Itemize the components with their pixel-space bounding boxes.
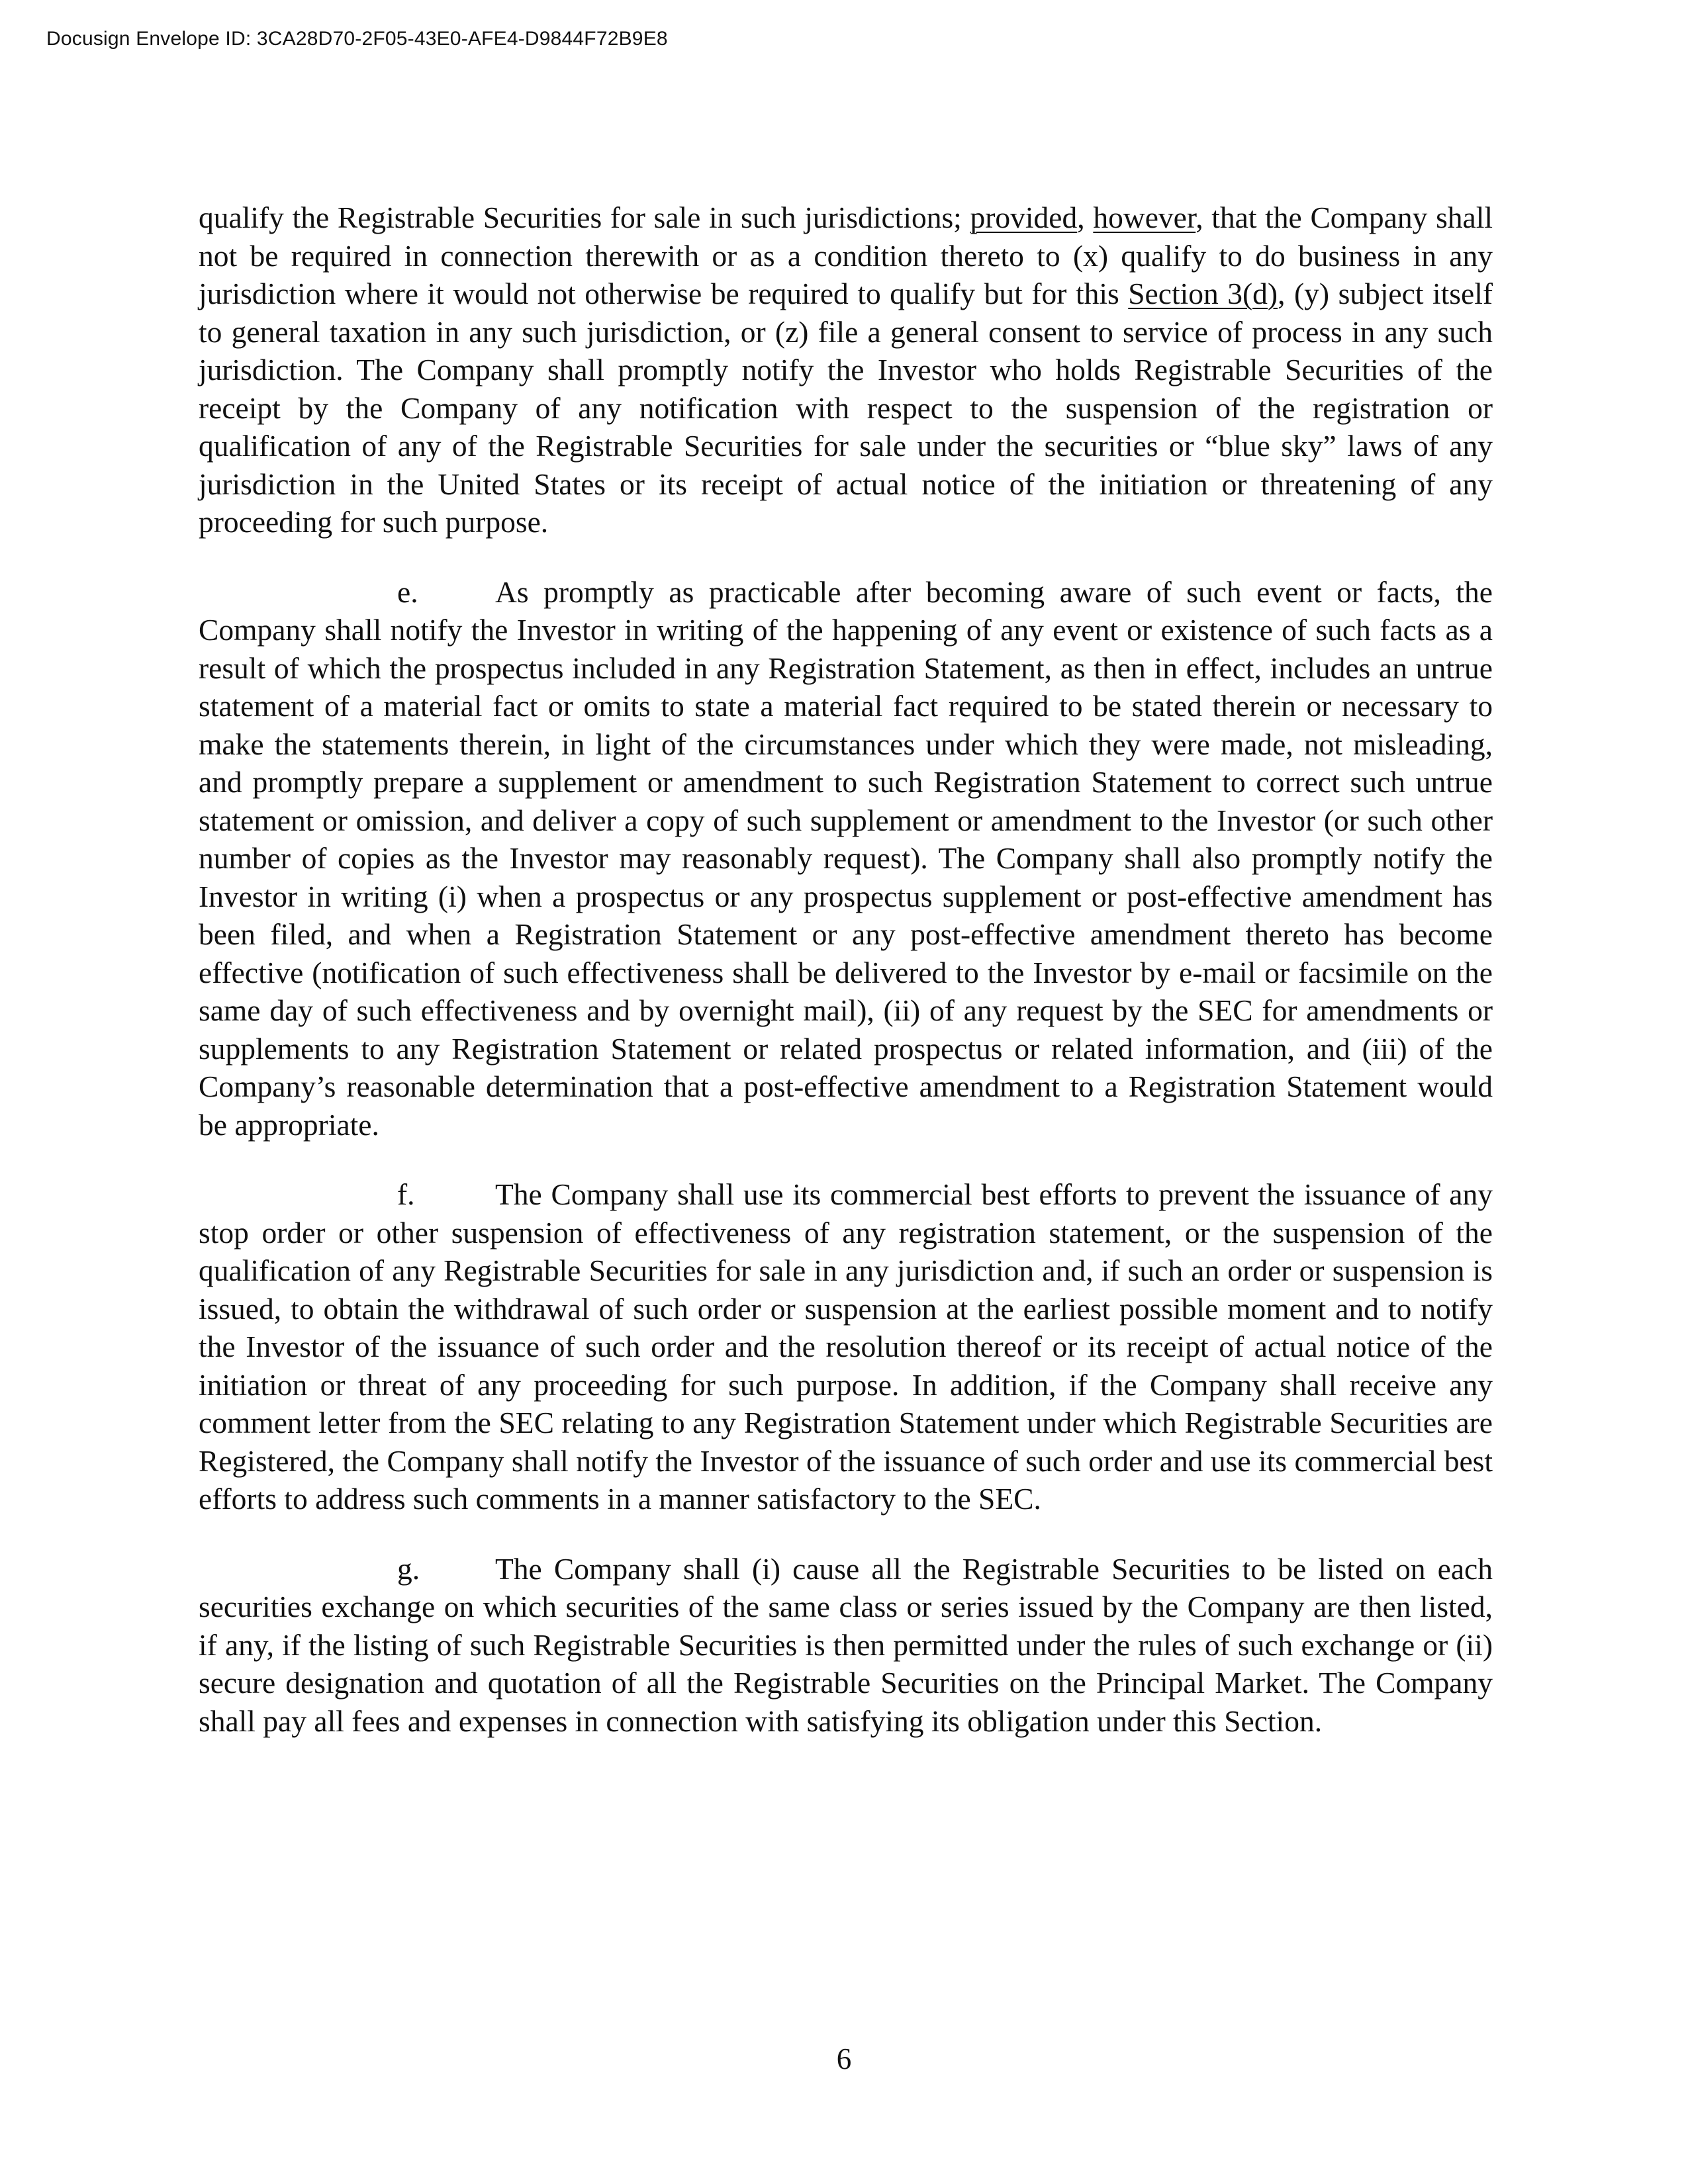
paragraph-d-continuation	[199, 199, 1493, 541]
paragraph-letter: g.	[397, 1551, 420, 1586]
provided-term: provided	[970, 201, 1078, 234]
paragraph-text: , that the Company shall not be required in connection therewith or as a condition thereto to (x) qualify to do business in any jurisdiction where it would not otherwise be required to qualify but for this	[199, 201, 1493, 310]
paragraph-e	[199, 573, 1493, 1144]
paragraph-text: The Company shall (i) cause all the Registrable Securities to be listed on each securities exchange on which securities of the same class or series issued by the Company are then listed, if any, if the listing of such Registrable Securities is then permitted under the rules of such exchange or (ii) secure designation and quotation of all the Registrable Securities on the Principal Market. The Company shall pay all fees and expenses in connection with satisfying its obligation under this Section.	[199, 1551, 1493, 1738]
paragraph-f	[199, 1175, 1493, 1518]
page-number: 6	[836, 2042, 852, 2075]
paragraph-g	[199, 1550, 1493, 1741]
document-body	[199, 199, 1493, 1740]
paragraph-text: As promptly as practicable after becoming aware of such event or facts, the Company shall notify the Investor in writing of the happening of any event or existence of such facts as a result of which the prospectus included in any Registration Statement, as then in effect, includes an untrue statement of a material fact or omits to state a material fact required to be stated therein or necessary to make the statements therein, in light of the circumstances under which they were made, not misleading, and promptly prepare a supplement or amendment to such Registration Statement to correct such untrue statement or omission, and deliver a copy of such supplement or amendment to the Investor (or such other number of copies as the Investor may reasonably request). The Company shall also promptly notify the Investor in writing (i) when a prospectus or any prospectus supplement or post-effective amendment has been filed, and when a Registration Statement or any post-effective amendment thereto has become effective (notification of such effectiveness shall be delivered to the Investor by e-mail or facsimile on the same day of such effectiveness and by overnight mail), (ii) of any request by the SEC for amendments or supplements to any Registration Statement or related prospectus or related information, and (iii) of the Company’s reasonable determination that a post-effective amendment to a Registration Statement would be appropriate.	[199, 574, 1493, 1142]
paragraph-letter: e.	[397, 574, 418, 609]
section-reference: Section 3(d)	[1128, 277, 1278, 310]
paragraph-text: , (y) subject itself to general taxation in any such jurisdiction, or (z) file a general consent to service of process in any such jurisdiction. The Company shall promptly notify the Investor who holds Registrable Securities of the receipt by the Company of any notification with respect to the suspension of the registration or qualification of any of the Registrable Securities for sale under the securities or “blue sky” laws of any jurisdiction in the United States or its receipt of actual notice of the initiation or threatening of any proceeding for such purpose.	[199, 277, 1493, 539]
paragraph-text: The Company shall use its commercial best efforts to prevent the issuance of any stop order or other suspension of effectiveness of any registration statement, or the suspension of the qualification of any Registrable Securities for sale in any jurisdiction and, if such an order or suspension is issued, to obtain the withdrawal of such order or suspension at the earliest possible moment and to notify the Investor of the issuance of such order and the resolution thereof or its receipt of actual notice of the initiation or threat of any proceeding for such purpose. In addition, if the Company shall receive any comment letter from the SEC relating to any Registration Statement under which Registrable Securities are Registered, the Company shall notify the Investor of the issuance of such order and use its commercial best efforts to address such comments in a manner satisfactory to the SEC.	[199, 1177, 1493, 1516]
paragraph-text: qualify the Registrable Securities for sale in such jurisdictions;	[199, 201, 970, 234]
however-term: however	[1093, 201, 1196, 234]
docusign-envelope-id: Docusign Envelope ID: 3CA28D70-2F05-43E0-AFE4-D9844F72B9E8	[46, 28, 668, 50]
paragraph-letter: f.	[397, 1177, 415, 1211]
paragraph-text: ,	[1077, 201, 1094, 234]
